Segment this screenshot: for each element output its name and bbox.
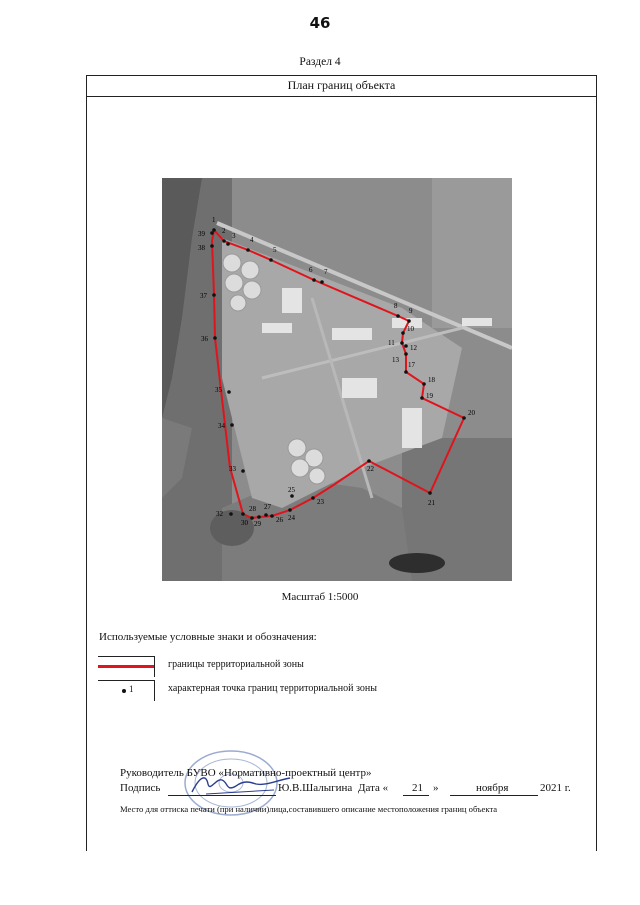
map-scale: Масштаб 1:5000 [281, 591, 359, 603]
boundary-point-label-8: 8 [394, 302, 398, 310]
date-day-line [403, 795, 429, 796]
boundary-point-label-5: 5 [273, 246, 277, 254]
stamp-note: Место для оттиска печати (при наличии)лица,составившего описание местоположения границ объекта [120, 804, 498, 814]
boundary-point-5 [269, 258, 273, 262]
head-title-line: Руководитель БУВО «Нормативно-проектный центр» [120, 767, 372, 779]
boundary-point-label-27: 27 [264, 503, 271, 511]
boundary-point-19 [420, 396, 424, 400]
boundary-point-7 [320, 280, 324, 284]
boundary-point-1 [212, 228, 216, 232]
boundary-point-label-30: 30 [241, 519, 248, 527]
boundary-point-label-11: 11 [388, 339, 395, 347]
legend-point-label: характерная точка границ территориальной зоны [168, 683, 377, 694]
legend-point-marker [122, 689, 126, 693]
boundary-point-23 [311, 496, 315, 500]
boundary-point-label-25: 25 [288, 486, 295, 494]
boundary-point-32 [229, 512, 233, 516]
boundary-point-2 [222, 239, 226, 243]
boundary-point-12 [404, 344, 408, 348]
boundary-point-39 [210, 231, 214, 235]
plan-title: План границ объекта [87, 76, 596, 97]
boundary-point-33 [241, 469, 245, 473]
signer-name: Ю.В.Шалыгина [278, 782, 353, 794]
boundary-point-8 [396, 314, 400, 318]
legend-title: Используемые условные знаки и обозначения: [99, 631, 317, 643]
legend-boundary-line [98, 665, 154, 668]
boundary-point-30 [241, 512, 245, 516]
boundary-point-label-21: 21 [428, 499, 435, 507]
boundary-point-18 [422, 382, 426, 386]
boundary-point-label-9: 9 [409, 307, 413, 315]
boundary-point-9 [407, 319, 411, 323]
date-month: ноября [476, 782, 509, 794]
date-label: Дата « [358, 782, 389, 794]
boundary-point-label-3: 3 [232, 232, 236, 240]
boundary-point-label-7: 7 [324, 268, 328, 276]
section-heading: Раздел 4 [299, 56, 341, 68]
aerial-map [162, 178, 512, 581]
boundary-point-label-23: 23 [317, 498, 324, 506]
boundary-point-label-36: 36 [201, 335, 208, 343]
boundary-point-label-37: 37 [200, 292, 207, 300]
legend-boundary-label: границы территориальной зоны [168, 659, 304, 670]
boundary-point-20 [462, 416, 466, 420]
signature-line [168, 795, 276, 796]
boundary-point-label-20: 20 [468, 409, 475, 417]
boundary-point-4 [246, 248, 250, 252]
boundary-point-3 [226, 242, 230, 246]
boundary-point-label-10: 10 [407, 325, 414, 333]
boundary-point-label-32: 32 [216, 510, 223, 518]
boundary-point-17 [404, 370, 408, 374]
boundary-point-13 [404, 352, 408, 356]
date-year: 2021 г. [540, 782, 571, 794]
boundary-point-label-1: 1 [212, 216, 216, 224]
legend-boundary-box [98, 656, 155, 677]
date-month-line [450, 795, 538, 796]
boundary-point-label-22: 22 [367, 465, 374, 473]
boundary-point-25 [290, 494, 294, 498]
boundary-point-label-2: 2 [222, 227, 226, 235]
boundary-point-28 [257, 515, 261, 519]
legend-point-box [98, 680, 155, 701]
boundary-point-label-39: 39 [198, 230, 205, 238]
boundary-point-35 [227, 390, 231, 394]
boundary-point-label-17: 17 [408, 361, 415, 369]
boundary-point-label-24: 24 [288, 514, 295, 522]
boundary-point-label-13: 13 [392, 356, 399, 364]
boundary-point-label-6: 6 [309, 266, 313, 274]
date-day: 21 [412, 782, 423, 794]
boundary-point-37 [212, 293, 216, 297]
boundary-point-label-28: 28 [249, 505, 256, 513]
boundary-point-label-4: 4 [250, 236, 254, 244]
boundary-point-label-35: 35 [215, 386, 222, 394]
boundary-point-34 [230, 423, 234, 427]
boundary-point-label-18: 18 [428, 376, 435, 384]
boundary-point-36 [213, 336, 217, 340]
boundary-point-label-33: 33 [229, 465, 236, 473]
boundary-point-27 [264, 513, 268, 517]
boundary-point-label-19: 19 [426, 392, 433, 400]
aerial-map-svg [162, 178, 512, 581]
page-number: 46 [309, 14, 331, 32]
boundary-point-label-12: 12 [410, 344, 417, 352]
boundary-point-38 [210, 244, 214, 248]
boundary-point-label-38: 38 [198, 244, 205, 252]
boundary-point-26 [270, 514, 274, 518]
boundary-point-11 [400, 341, 404, 345]
boundary-point-label-29: 29 [254, 520, 261, 528]
signature-label: Подпись [120, 782, 161, 794]
legend-point-number: 1 [129, 684, 134, 694]
boundary-point-10 [401, 331, 405, 335]
boundary-point-label-26: 26 [276, 516, 283, 524]
boundary-point-21 [428, 491, 432, 495]
boundary-point-label-34: 34 [218, 422, 225, 430]
boundary-point-6 [312, 278, 316, 282]
boundary-point-22 [367, 459, 371, 463]
date-closing-quote: » [433, 782, 439, 794]
boundary-point-24 [288, 508, 292, 512]
